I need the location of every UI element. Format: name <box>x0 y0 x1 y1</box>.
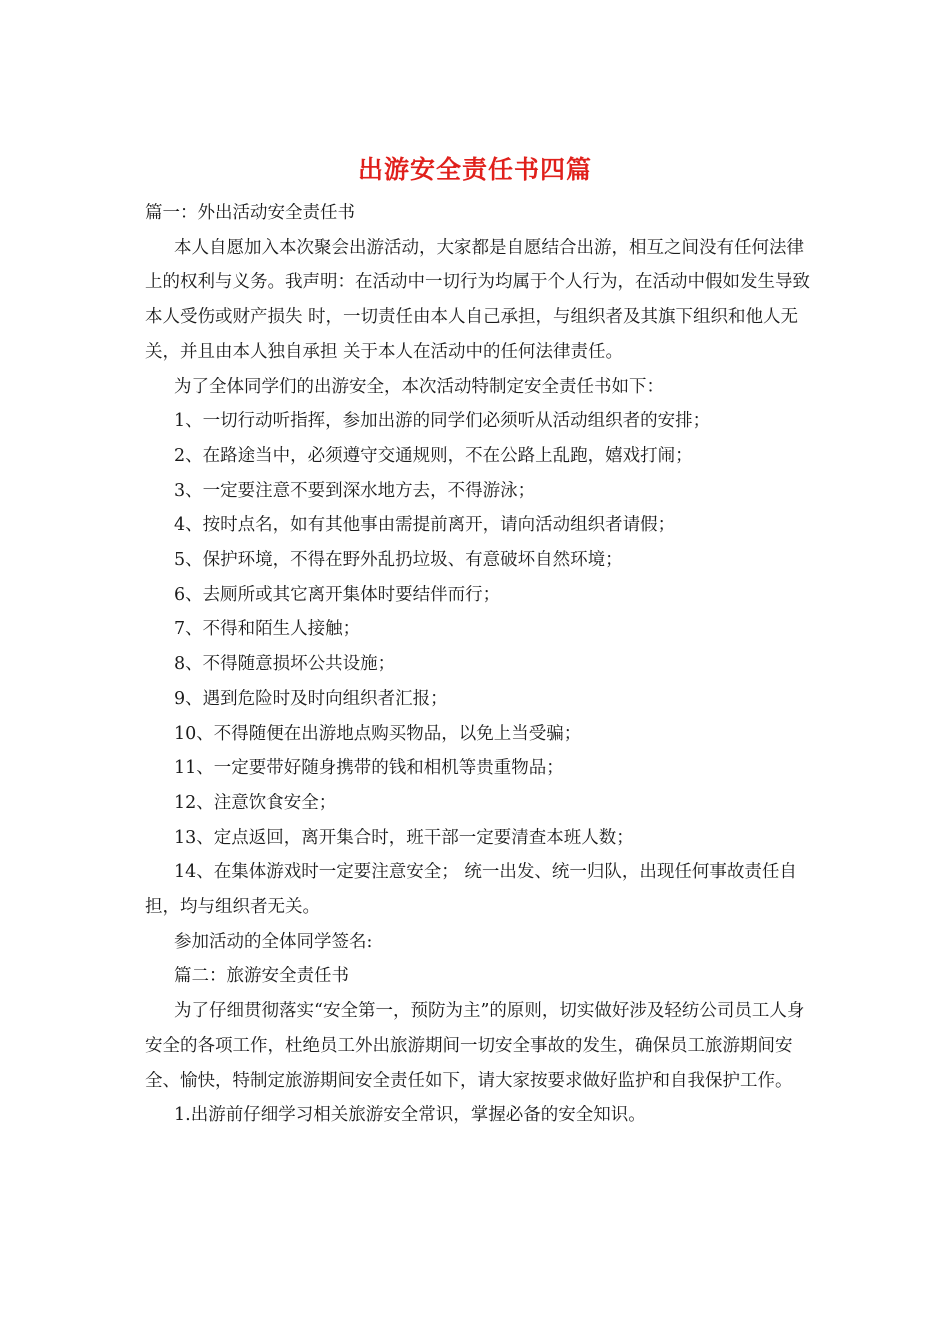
paragraph: 14、在集体游戏时一定要注意安全； 统一出发、统一归队，出现任何事故责任自担，均与组织者无关。 <box>145 862 797 918</box>
paragraph: 7、不得和陌生人接触； <box>174 619 361 640</box>
paragraph: 为了全体同学们的出游安全，本次活动特制定安全责任书如下： <box>174 376 664 397</box>
paragraph: 为了仔细贯彻落实“安全第一，预防为主”的原则，切实做好涉及轻纺公司员工人身安全的各项工作，杜绝员工外出旅游期间一切安全事故的发生，确保员工旅游期间安全、愉快，特制定旅游期间安全责任如下，请大家按要求做好监护和自我保护工作。 <box>145 1001 805 1091</box>
paragraph: 参加活动的全体同学签名: <box>174 931 373 952</box>
paragraph: 篇二：旅游安全责任书 <box>174 966 349 987</box>
paragraph: 1、一切行动听指挥，参加出游的同学们必须听从活动组织者的安排； <box>174 411 711 432</box>
paragraph: 篇一：外出活动安全责任书 <box>145 203 355 223</box>
paragraph: 3、一定要注意不要到深水地方去，不得游泳； <box>174 480 536 501</box>
paragraph: 5、保护环境，不得在野外乱扔垃圾、有意破坏自然环境； <box>174 550 623 571</box>
paragraph: 10、不得随便在出游地点购买物品，以免上当受骗； <box>174 723 582 744</box>
paragraph: 12、注意饮食安全； <box>174 792 337 813</box>
paragraph: 2、在路途当中，必须遵守交通规则，不在公路上乱跑，嬉戏打闹； <box>174 445 693 466</box>
paragraph: 9、遇到危险时及时向组织者汇报； <box>174 688 448 709</box>
document-title: 出游安全责任书四篇 <box>357 155 592 184</box>
paragraph: 本人自愿加入本次聚会出游活动，大家都是自愿结合出游，相互之间没有任何法律上的权利与义务。我声明：在活动中一切行为均属于个人行为，在活动中假如发生导致本人受伤或财产损失 时，一切责任由本人自己承担，与组织者及其旗下组织和他人无关，并且由本人独自承担 关于本人在活动中的任何法律责任。 <box>145 237 810 362</box>
paragraph: 13、定点返回，离开集合时，班干部一定要清查本班人数； <box>174 827 634 848</box>
paragraph: 1.出游前仔细学习相关旅游安全常识，掌握必备的安全知识。 <box>174 1105 646 1126</box>
paragraph: 6、去厕所或其它离开集体时要结伴而行； <box>174 584 501 605</box>
paragraph: 11、一定要带好随身携带的钱和相机等贵重物品； <box>174 758 564 779</box>
paragraph: 4、按时点名，如有其他事由需提前离开，请向活动组织者请假； <box>174 515 676 536</box>
paragraph: 8、不得随意损坏公共设施； <box>174 654 396 675</box>
document-body <box>145 196 810 1133</box>
